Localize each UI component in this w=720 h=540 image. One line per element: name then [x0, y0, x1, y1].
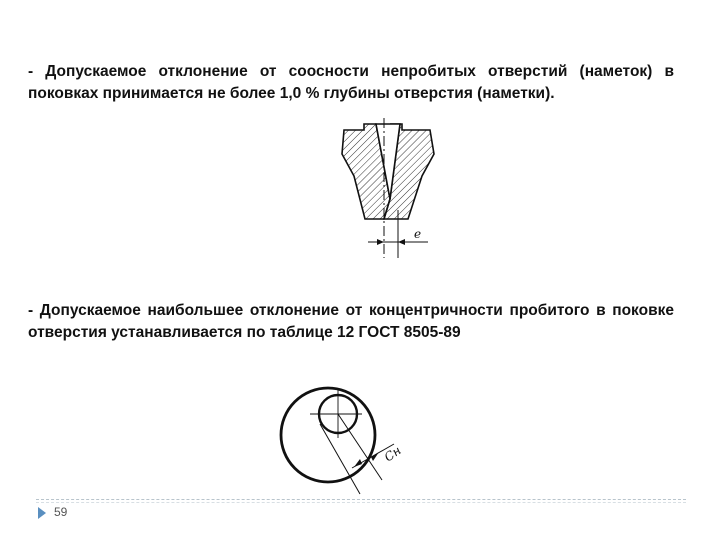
paragraph-coaxiality: - Допускаемое отклонение от соосности непробитых отверстий (наметок) в поковках принимается не более 1,0 % глубины отверстия (наметки).: [28, 63, 674, 102]
offset-line-1: [320, 424, 360, 494]
forging-section-figure: [318, 118, 468, 263]
footer-divider: [36, 499, 686, 500]
offset-label-e: e: [414, 227, 422, 241]
page-number: 59: [54, 505, 68, 519]
paragraph-concentricity: - Допускаемое наибольшее отклонение от концентричности пробитого в поковке отверстия устанавливается по таблице 12 ГОСТ 8505-89: [28, 302, 674, 341]
concentricity-label: Cн: [381, 443, 404, 465]
concentricity-figure: [270, 372, 420, 502]
footer-divider-secondary: [36, 502, 686, 503]
page-marker-arrow-icon: [38, 507, 46, 519]
outer-circle: [281, 388, 375, 482]
